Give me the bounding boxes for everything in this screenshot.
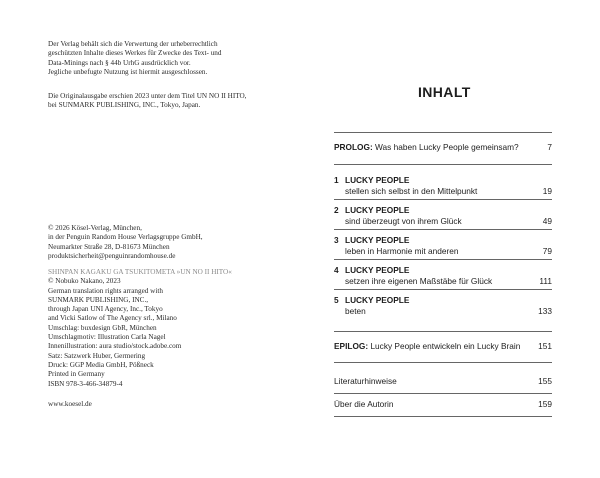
chapter-subtitle: sind überzeugt von ihrem Glück <box>345 216 462 226</box>
copyright-line: produktsicherheit@penguinrandomhouse.de <box>48 251 176 260</box>
copyright-block <box>48 224 278 261</box>
chapter-title: LUCKY PEOPLE <box>345 265 410 275</box>
author-text: Über die Autorin <box>334 399 394 409</box>
credits-line: Druck: GGP Media GmbH, Pößneck <box>48 360 154 369</box>
credits-line: and Vicki Satlow of The Agency srl., Milano <box>48 314 177 323</box>
copyright-line: © 2026 Kösel-Verlag, München, <box>48 224 142 232</box>
literature-text: Literaturhinweise <box>334 376 397 386</box>
original-line: bei SUNMARK PUBLISHING, INC., Tokyo, Japan. <box>48 101 201 110</box>
chapter-title: LUCKY PEOPLE <box>345 205 410 215</box>
divider <box>334 289 552 290</box>
toc-heading: INHALT <box>418 84 471 100</box>
divider <box>334 393 552 394</box>
copyright-line: in der Penguin Random House Verlagsgruppe GmbH, <box>48 233 203 242</box>
chapter-subtitle: setzen ihre eigenen Maßstäbe für Glück <box>345 276 493 286</box>
original-edition-note <box>48 92 278 111</box>
rights-line: Data-Minings nach § 44b UrhG ausdrücklich vor. <box>48 58 191 67</box>
toc-page-number: 159 <box>538 399 552 409</box>
rights-line: Der Verlag behält sich die Verwertung der urheberrechtlich <box>48 40 218 48</box>
credits-line: Innenillustration: aura studio/stock.adobe.com <box>48 342 182 351</box>
epilog-label: EPILOG: <box>334 341 369 351</box>
epilog-text: Lucky People entwickeln ein Lucky Brain <box>370 341 521 351</box>
divider <box>334 199 552 200</box>
credits-line: © Nobuko Nakano, 2023 <box>48 277 121 286</box>
chapter-number: 3 <box>334 235 339 245</box>
toc-page-number: 155 <box>538 376 552 386</box>
credits-line: Umschlagmotiv: Illustration Carla Nagel <box>48 333 166 342</box>
credits-line: SUNMARK PUBLISHING, INC., <box>48 295 149 304</box>
toc-page-number: 7 <box>547 142 552 152</box>
chapter-number: 2 <box>334 205 339 215</box>
chapter-subtitle: beten <box>345 306 366 316</box>
credits-line: Satz: Satzwerk Huber, Germering <box>48 351 146 360</box>
chapter-title: LUCKY PEOPLE <box>345 295 410 305</box>
credits-line: German translation rights arranged with <box>48 286 163 295</box>
chapter-number: 1 <box>334 175 339 185</box>
rights-line: Jegliche unbefugte Nutzung ist hiermit ausgeschlossen. <box>48 67 208 76</box>
divider <box>334 164 552 165</box>
credits-line: Umschlag: buxdesign GbR, München <box>48 323 157 332</box>
rights-notice <box>48 40 278 77</box>
prolog-text: Was haben Lucky People gemeinsam? <box>375 142 519 152</box>
chapter-subtitle: stellen sich selbst in den Mittelpunkt <box>345 186 478 196</box>
chapter-title: LUCKY PEOPLE <box>345 175 410 185</box>
divider <box>334 229 552 230</box>
website-line <box>48 400 278 409</box>
credits-line: through Japan UNI Agency, Inc., Tokyo <box>48 305 163 314</box>
divider <box>334 416 552 417</box>
original-title-line: SHINPAN KAGAKU GA TSUKITOMETA »UN NO II HITO« <box>48 268 232 276</box>
toc-page-number: 79 <box>542 246 552 256</box>
prolog-label: PROLOG: <box>334 142 373 152</box>
divider <box>334 132 552 133</box>
chapter-number: 5 <box>334 295 339 305</box>
chapter-subtitle: leben in Harmonie mit anderen <box>345 246 459 256</box>
divider <box>334 259 552 260</box>
toc-page-number: 111 <box>539 276 552 286</box>
rights-line: geschützten Inhalte dieses Werkes für Zwecke des Text- und <box>48 49 222 58</box>
website: www.koesel.de <box>48 400 92 408</box>
toc-page-number: 151 <box>538 341 552 351</box>
divider <box>334 362 552 363</box>
toc-page-number: 19 <box>542 186 552 196</box>
credits-block <box>48 268 278 389</box>
credits-line: ISBN 978-3-466-34879-4 <box>48 379 123 388</box>
credits-line: Printed in Germany <box>48 370 105 379</box>
toc-page-number: 49 <box>542 216 552 226</box>
original-line: Die Originalausgabe erschien 2023 unter dem Titel UN NO II HITO, <box>48 92 247 100</box>
divider <box>334 331 552 332</box>
toc-page-number: 133 <box>538 306 552 316</box>
chapter-number: 4 <box>334 265 339 275</box>
chapter-title: LUCKY PEOPLE <box>345 235 410 245</box>
copyright-line: Neumarkter Straße 28, D-81673 München <box>48 242 170 251</box>
